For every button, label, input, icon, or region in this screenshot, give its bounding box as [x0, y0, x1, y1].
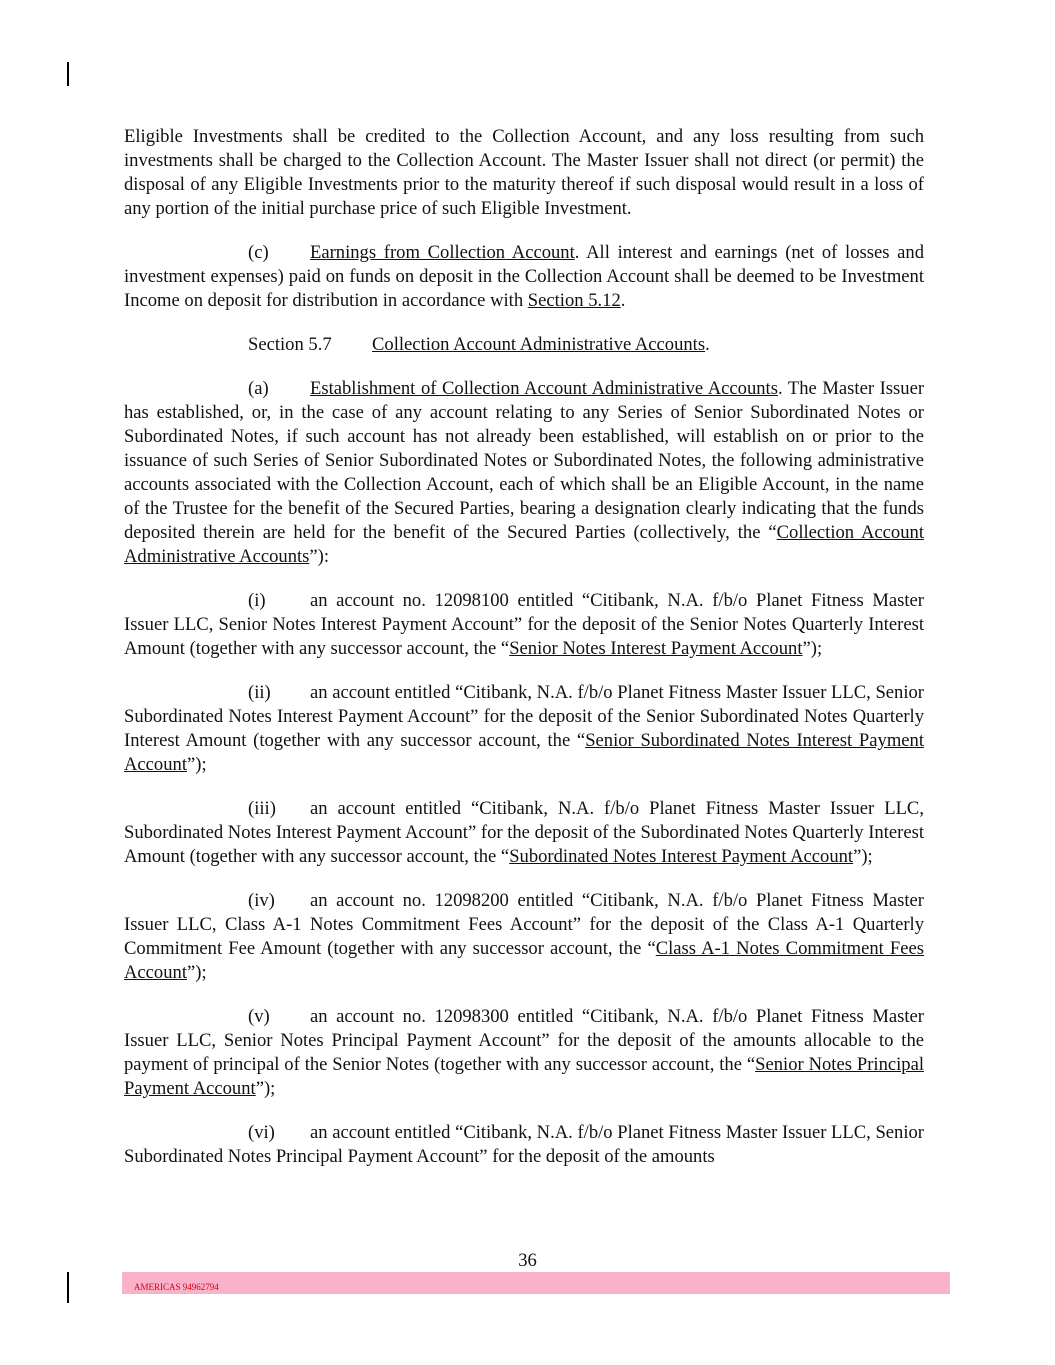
- section-title: Collection Account Administrative Accounts: [372, 334, 706, 355]
- clause-heading: Earnings from Collection Account: [310, 242, 575, 263]
- page-number: 36: [518, 1250, 537, 1271]
- section-reference: Section 5.12: [527, 290, 621, 311]
- defined-term: Senior Subordinated Notes Interest Payment Account: [124, 730, 924, 775]
- revision-bar-top: [67, 62, 69, 86]
- paragraph-v: (v) an account no. 12098300 entitled “Citibank, N.A. f/b/o Planet Fitness Master Issuer LLC, Senior Notes Principal Payment Account” for the deposit of the amounts allocable to the payment of principal of the Senior Notes (together with any successor account, the “Senior Notes Principal Payment Account”);: [124, 1006, 924, 1099]
- paragraph-continuation: Eligible Investments shall be credited to the Collection Account, and any loss resulting from such investments shall be charged to the Collection Account. The Master Issuer shall not direct (or permit) the disposal of any Eligible Investments prior to the maturity thereof if such disposal would result in a loss of any portion of the initial purchase price of such Eligible Investment.: [124, 126, 924, 219]
- section-number: Section 5.7: [248, 334, 332, 355]
- clause-label: (a): [248, 378, 269, 399]
- section-heading: Section 5.7 Collection Account Administrative Accounts.: [248, 334, 710, 355]
- clause-label: (ii): [248, 682, 271, 703]
- document-id: AMERICAS 94962794: [134, 1282, 219, 1292]
- clause-label: (vi): [248, 1122, 275, 1143]
- paragraph-vi: (vi) an account entitled “Citibank, N.A. f/b/o Planet Fitness Master Issuer LLC, Senior Subordinated Notes Principal Payment Account” for the deposit of the amounts: [124, 1122, 924, 1167]
- revision-bar-bottom: [67, 1272, 69, 1303]
- clause-label: (i): [248, 590, 266, 611]
- paragraph-iii: (iii) an account entitled “Citibank, N.A. f/b/o Planet Fitness Master Issuer LLC, Subordinated Notes Interest Payment Account” for the deposit of the Subordinated Notes Quarterly Interest Amount (together with any successor account, the “Subordinated Notes Interest Payment Account”);: [124, 798, 924, 867]
- clause-label: (c): [248, 242, 269, 263]
- document-body: [124, 125, 924, 1189]
- defined-term: Class A-1 Notes Commitment Fees Account: [124, 938, 925, 983]
- defined-term: Subordinated Notes Interest Payment Account: [509, 846, 854, 867]
- paragraph-c: (c) Earnings from Collection Account. All interest and earnings (net of losses and investment expenses) paid on funds on deposit in the Collection Account shall be deemed to be Investment Income on deposit for distribution in accordance with Section 5.12.: [124, 242, 925, 311]
- clause-heading: Establishment of Collection Account Administrative Accounts: [310, 378, 778, 399]
- clause-label: (iv): [248, 890, 275, 911]
- clause-label: (v): [248, 1006, 270, 1027]
- paragraph-a: (a) Establishment of Collection Account Administrative Accounts. The Master Issuer has established, or, in the case of any account relating to any Series of Senior Subordinated Notes or Subordinated Notes, if such account has not already been established, will establish on or prior to the issuance of such Series of Senior Subordinated Notes or Subordinated Notes, the following administrative accounts associated with the Collection Account, each of which shall be an Eligible Account, in the name of the Trustee for the benefit of the Secured Parties, bearing a designation clearly indicating that the funds deposited therein are held for the benefit of the Secured Parties (collectively, the “Collection Account Administrative Accounts”):: [124, 378, 925, 567]
- clause-label: (iii): [248, 798, 276, 819]
- paragraph-i: (i) an account no. 12098100 entitled “Citibank, N.A. f/b/o Planet Fitness Master Issuer LLC, Senior Notes Interest Payment Account” for the deposit of the Senior Notes Quarterly Interest Amount (together with any successor account, the “Senior Notes Interest Payment Account”);: [124, 590, 924, 659]
- defined-term: Senior Notes Principal Payment Account: [124, 1054, 924, 1099]
- paragraph-iv: (iv) an account no. 12098200 entitled “Citibank, N.A. f/b/o Planet Fitness Master Issuer LLC, Class A-1 Notes Commitment Fees Account” for the deposit of the Class A-1 Quarterly Commitment Fee Amount (together with any successor account, the “Class A-1 Notes Commitment Fees Account”);: [124, 890, 925, 983]
- footer-band: [122, 1272, 950, 1294]
- paragraph-ii: (ii) an account entitled “Citibank, N.A. f/b/o Planet Fitness Master Issuer LLC, Senior Subordinated Notes Interest Payment Account” for the deposit of the Senior Subordinated Notes Quarterly Interest Amount (together with any successor account, the “Senior Subordinated Notes Interest Payment Account”);: [124, 682, 924, 775]
- defined-term: Senior Notes Interest Payment Account: [509, 638, 803, 659]
- defined-term: Collection Account Administrative Accounts: [124, 522, 924, 567]
